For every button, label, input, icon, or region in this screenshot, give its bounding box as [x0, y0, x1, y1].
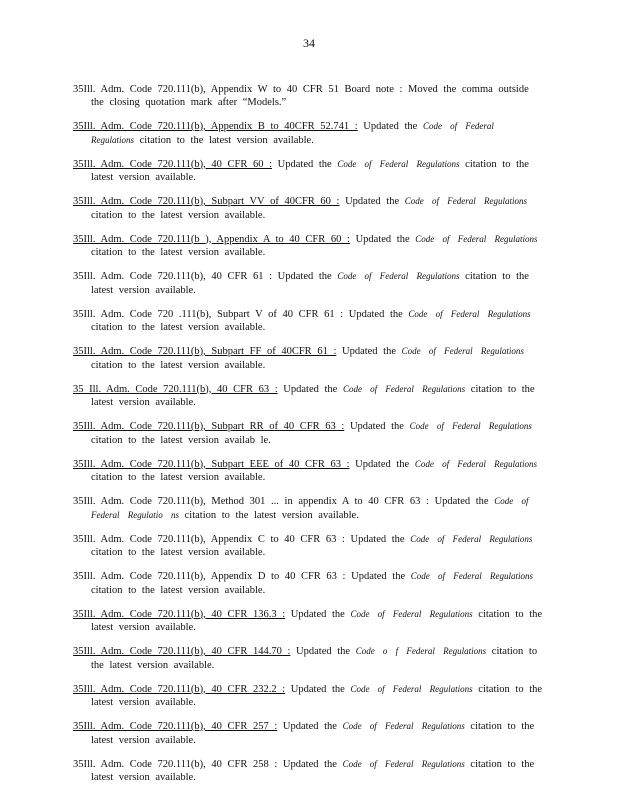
entry-text: Updated the [345, 571, 411, 582]
amendment-entry [73, 345, 543, 372]
amendment-entry [73, 458, 543, 485]
entry-citation: 35 Ill. Adm. Code 720.111(b), 40 CFR 63 : [73, 383, 278, 395]
entry-text: Updated the [336, 346, 402, 357]
entry-cfr-title: Code of Federal Regulations [408, 308, 531, 319]
entry-cfr-title: Code of Federal Regulations [342, 721, 465, 731]
entry-cfr-title: Code of Federal Regulations [350, 683, 473, 694]
amendment-entry [73, 683, 543, 710]
entry-text-tail: citation to the latest version available. [91, 158, 529, 183]
entry-text: Moved the comma outside the closing quotation mark after “Models.” [91, 83, 529, 108]
entry-citation: 35Ill. Adm. Code 720.111(b), 40 CFR 232.2 : [73, 683, 286, 695]
entry-text-tail: citation to the latest version available. [179, 509, 359, 521]
entry-citation: 35Ill. Adm. Code 720.111(b), Subpart EEE of 40 CFR 63 : [73, 458, 350, 470]
amendment-entry [73, 720, 543, 747]
entry-cfr-title: Code of Federal Regulations [337, 271, 460, 281]
entry-cfr-title: Code of Federal Regulations [404, 196, 527, 206]
entry-citation: 35Ill. Adm. Code 720.111(b), 40 CFR 258 : [73, 758, 278, 770]
entry-cfr-title: Code of Federal Regulations [409, 421, 532, 431]
entry-cfr-title: Code of Federal Regulations [342, 758, 465, 769]
entry-citation: 35Ill. Adm. Code 720.111(b), Appendix C to 40 CFR 63 : [73, 533, 345, 545]
entry-citation: 35Ill. Adm. Code 720.111(b), 40 CFR 60 : [73, 158, 273, 170]
amendment-entry [73, 308, 543, 335]
entry-cfr-title: Code of Federal Regulations [415, 233, 538, 244]
entry-text: Updated the [277, 758, 343, 770]
entry-text-tail: citation to the latest version available. [91, 758, 535, 783]
entry-text: Updated the [349, 458, 415, 470]
entry-text-tail: citation to the latest version available. [91, 247, 266, 258]
amendment-entry [73, 608, 543, 635]
entry-cfr-title: Code o f Federal Regulations [355, 646, 487, 656]
amendment-entry [73, 83, 543, 110]
entry-citation: 35Ill. Adm. Code 720.111(b), 40 CFR 61 : [73, 271, 273, 282]
entry-text: Updated the [277, 383, 343, 395]
entry-text-tail: citation to the latest version available. [91, 322, 266, 333]
amendment-entry [73, 420, 543, 447]
entry-citation: 35Ill. Adm. Code 720.111(b), 40 CFR 257 : [73, 721, 278, 732]
amendment-entry [73, 233, 543, 260]
entry-citation: 35Ill. Adm. Code 720.111(b), Subpart FF of 40CFR 61 : [73, 346, 337, 357]
entry-cfr-title: Code of Federal Regulations [410, 533, 533, 544]
entry-citation: 35Ill. Adm. Code 720.111(b), 40 CFR 136.3 : [73, 608, 286, 620]
entry-text: Updated the [285, 608, 351, 620]
entry-text: Updated the [343, 308, 409, 320]
entry-text-tail: citation to the latest version available. [91, 209, 266, 221]
entry-cfr-title: Code of Federal Regulations [91, 121, 494, 145]
entry-text-tail: citation to the latest version available. [91, 547, 266, 558]
entry-text: Updated the [290, 646, 356, 657]
entry-text: Updated the [339, 196, 405, 207]
entry-text: Updated the [344, 421, 410, 432]
entry-text-tail: citation to the latest version availab le. [91, 434, 271, 446]
entry-text: Updated the [357, 121, 423, 132]
entry-text: Updated the [277, 721, 343, 732]
entry-citation: 35Ill. Adm. Code 720 .111(b), Subpart V of 40 CFR 61 : [73, 308, 344, 320]
page-number: 34 [303, 36, 315, 50]
entry-text-tail: citation to the latest version available. [91, 608, 543, 633]
entry-citation: 35Ill. Adm. Code 720.111(b ), Appendix A to 40 CFR 60 : [73, 233, 350, 245]
entry-text: Updated the [272, 158, 338, 170]
amendment-entry [73, 758, 543, 785]
entry-text-tail: citation to the latest version available. [91, 683, 543, 708]
entry-text-tail: citation to the latest version available. [91, 646, 538, 671]
amendment-entry [73, 383, 543, 410]
entry-citation: 35Ill. Adm. Code 720.111(b), Subpart RR of 40 CFR 63 : [73, 421, 345, 432]
amendment-entry [73, 195, 543, 222]
entry-citation: 35Ill. Adm. Code 720.111(b), Method 301 ... in appendix A to 40 CFR 63 : [73, 496, 429, 507]
entry-text-tail: citation to the latest version available. [91, 721, 535, 746]
entry-text: Updated the [349, 233, 416, 245]
entry-cfr-title: Code of Federal Regulations [401, 346, 524, 356]
entry-text-tail: citation to the latest version available. [91, 472, 266, 483]
amendment-entry [73, 495, 543, 522]
entry-cfr-title: Code of Federal Regulations [342, 383, 466, 394]
entry-citation: 35Ill. Adm. Code 720.111(b), Appendix W to 40 CFR 51 Board note : [73, 83, 403, 95]
entry-citation: 35Ill. Adm. Code 720.111(b), 40 CFR 144.70 : [73, 646, 291, 657]
entry-text: Updated the [285, 683, 351, 695]
entry-text-tail: citation to the latest version available. [91, 584, 266, 596]
entry-cfr-title: Code of Federal Regulations [414, 458, 538, 469]
entry-cfr-title: Code of Federal Regulations [410, 571, 533, 581]
entry-text: Updated the [344, 533, 411, 545]
entry-citation: 35Ill. Adm. Code 720.111(b), Appendix B to 40CFR 52.741 : [73, 121, 358, 132]
amendment-entry [73, 645, 543, 672]
entry-text: Updated the [272, 271, 338, 282]
amendment-entry [73, 270, 543, 297]
entry-text: Updated the [428, 496, 495, 507]
entry-text-tail: citation to the latest version available. [91, 383, 535, 408]
entry-cfr-title: Code of Federal Regulations [337, 158, 460, 169]
amendment-entry [73, 533, 543, 560]
entry-text-tail: citation to the latest version available. [91, 359, 266, 371]
entry-citation: 35Ill. Adm. Code 720.111(b), Appendix D to 40 CFR 63 : [73, 571, 346, 582]
entry-cfr-title: Code of Federal Regulatio ns [91, 496, 529, 520]
entry-text-tail: citation to the latest version available. [134, 134, 314, 146]
entry-citation: 35Ill. Adm. Code 720.111(b), Subpart VV of 40CFR 60 : [73, 196, 340, 207]
amendment-entry [73, 120, 543, 147]
amendment-entry [73, 570, 543, 597]
amendment-list [73, 72, 543, 792]
amendment-entry [73, 158, 543, 185]
entry-cfr-title: Code of Federal Regulations [350, 608, 473, 619]
entry-text-tail: citation to the latest version available. [91, 271, 529, 296]
